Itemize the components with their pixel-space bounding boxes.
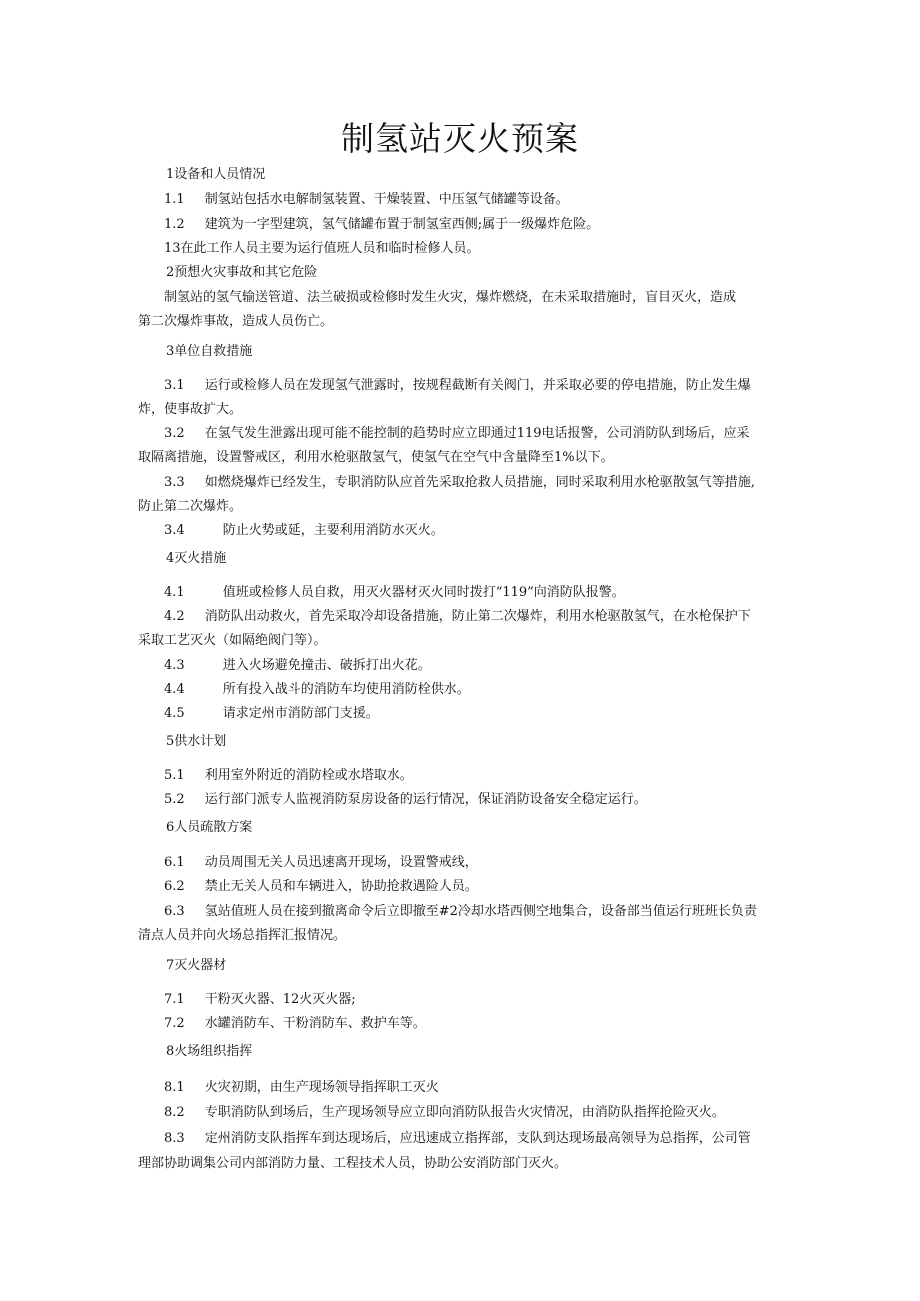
paragraph-4-5: 4.5 请求定州市消防部门支援。 bbox=[164, 706, 379, 721]
paragraph-8-3-line-1: 8.3 定州消防支队指挥车到达现场后，应迅速成立指挥部，支队到达现场最高领导为总指挥，公司管 bbox=[164, 1131, 751, 1146]
section-heading-8: 8火场组织指挥 bbox=[166, 1044, 253, 1059]
section-heading-1: 1设备和人员情况 bbox=[166, 167, 266, 182]
paragraph-6-3-line-2: 清点人员并向火场总指挥汇报情况。 bbox=[138, 928, 347, 943]
paragraph-6-1: 6.1 动员周围无关人员迅速离开现场，设置警戒线， bbox=[164, 855, 478, 870]
paragraph-6-3-line-1: 6.3 氢站值班人员在接到撤离命令后立即撤至#2冷却水塔西侧空地集合，设备部当值运行班班长负责 bbox=[164, 904, 757, 919]
paragraph-7-1: 7.1 干粉灭火器、12火灭火器; bbox=[164, 992, 356, 1007]
paragraph-1-2: 1.2 建筑为一字型建筑，氢气储罐布置于制氢室西侧;属于一级爆炸危险。 bbox=[164, 217, 600, 232]
paragraph-4-2-line-2: 采取工艺灭火（如隔绝阀门等）。 bbox=[138, 633, 327, 648]
paragraph-1-3: 13在此工作人员主要为运行值班人员和临时检修人员。 bbox=[164, 241, 480, 256]
paragraph-3-3-line-1: 3.3 如燃烧爆炸已经发生，专职消防队应首先采取抢救人员措施，同时采取利用水枪驱散氢气等措施, bbox=[164, 475, 755, 490]
paragraph-4-2-line-1: 4.2 消防队出动救火，首先采取冷却设备措施，防止第二次爆炸，利用水枪驱散氢气，在水枪保护下 bbox=[164, 609, 751, 624]
paragraph-8-2: 8.2 专职消防队到场后，生产现场领导应立即向消防队报告火灾情况，由消防队指挥抢险灭火。 bbox=[164, 1105, 725, 1120]
section-heading-4: 4灭火措施 bbox=[166, 551, 227, 566]
paragraph-6-2: 6.2 禁止无关人员和车辆进入，协助抢救遇险人员。 bbox=[164, 879, 478, 894]
paragraph-3-2-line-2: 取隔离措施，设置警戒区，利用水枪驱散氢气，使氢气在空气中含量降至1%以下。 bbox=[138, 450, 614, 465]
paragraph-8-3-line-2: 理部协助调集公司内部消防力量、工程技术人员，协助公安消防部门灭火。 bbox=[138, 1156, 568, 1171]
paragraph-3-1-line-1: 3.1 运行或检修人员在发现氢气泄露时，按规程截断有关阀门，并采取必要的停电措施，防止发生爆 bbox=[164, 378, 751, 393]
paragraph-5-2: 5.2 运行部门派专人监视消防泵房设备的运行情况，保证消防设备安全稳定运行。 bbox=[164, 792, 647, 807]
paragraph-3-2-line-1: 3.2 在氢气发生泄露出现可能不能控制的趋势时应立即通过119电话报警，公司消防队到场后，应采 bbox=[164, 426, 750, 441]
paragraph-2-line-1: 制氢站的氢气输送管道、法兰破损或检修时发生火灾，爆炸燃烧，在未采取措施时，盲目灭火，造成 bbox=[164, 290, 737, 305]
paragraph-2-line-2: 第二次爆炸事故，造成人员伤亡。 bbox=[138, 314, 334, 329]
paragraph-3-4: 3.4 防止火势或延，主要利用消防水灭火。 bbox=[164, 523, 444, 538]
page-title: 制氢站灭火预案 bbox=[341, 119, 579, 158]
paragraph-7-2: 7.2 水罐消防车、干粉消防车、救护车等。 bbox=[164, 1016, 426, 1031]
section-heading-7: 7灭火器材 bbox=[166, 958, 227, 973]
paragraph-8-1: 8.1 火灾初期，由生产现场领导指挥职工灭火 bbox=[164, 1080, 439, 1095]
paragraph-4-1: 4.1 值班或检修人员自救，用灭火器材灭火同时拨打“119”向消防队报警。 bbox=[164, 585, 625, 600]
section-heading-2: 2预想火灾事故和其它危险 bbox=[166, 265, 318, 280]
section-heading-5: 5供水计划 bbox=[166, 734, 227, 749]
section-heading-6: 6人员疏散方案 bbox=[166, 820, 253, 835]
paragraph-4-3: 4.3 进入火场避免撞击、破拆打出火花。 bbox=[164, 658, 431, 673]
section-heading-3: 3单位自救措施 bbox=[166, 344, 253, 359]
paragraph-1-1: 1.1 制氢站包括水电解制氢装置、干燥装置、中压氢气储罐等设备。 bbox=[164, 192, 569, 207]
paragraph-3-1-line-2: 炸，使事故扩大。 bbox=[138, 402, 243, 417]
paragraph-5-1: 5.1 利用室外附近的消防栓或水塔取水。 bbox=[164, 768, 413, 783]
paragraph-4-4: 4.4 所有投入战斗的消防车均使用消防栓供水。 bbox=[164, 682, 470, 697]
paragraph-3-3-line-2: 防止第二次爆炸。 bbox=[138, 499, 243, 514]
